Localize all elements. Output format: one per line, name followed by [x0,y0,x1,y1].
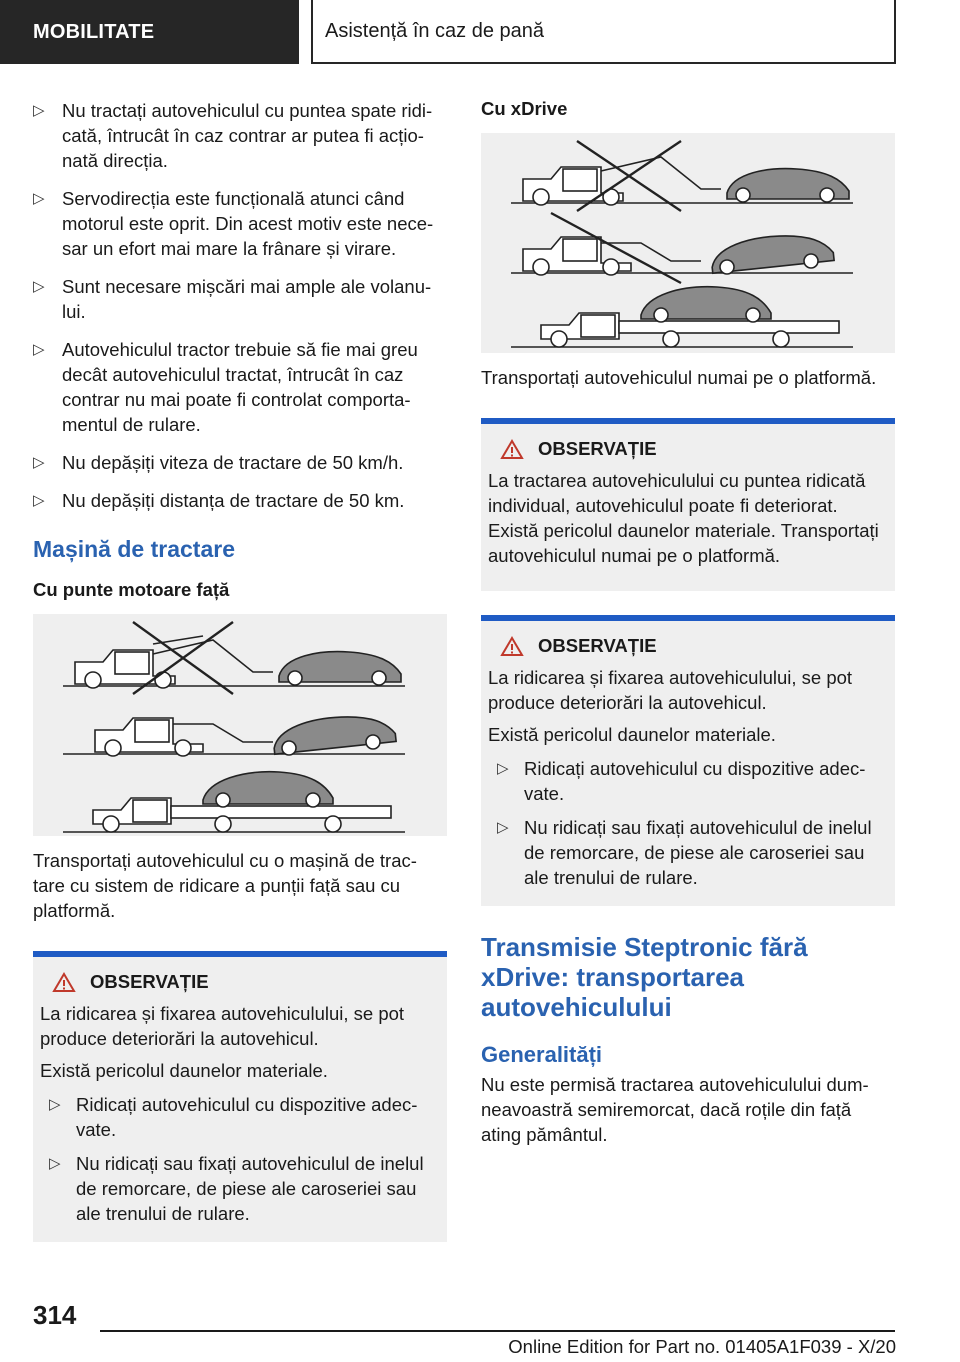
body-text: Nu este permisă tractarea autovehiculului dum‐ neavoastră semiremorcat, dacă roțile din față ating pământul. [481,1074,869,1145]
list-item: ▷ Ridicați autovehiculul cu dispozitive adec‐ vate. [49,1094,418,1140]
page-number: 314 [33,1300,77,1330]
page-title: Asistență în caz de pană [311,0,896,64]
section-heading: Transmisie Steptronic fără xDrive: transportarea autovehiculului [481,932,808,1022]
tow-truck-illustration [481,133,895,353]
footer-divider [100,1330,895,1332]
list-item: ▷ Ridicați autovehiculul cu dispozitive adec‐ vate. [497,758,866,804]
tow-truck-illustration [33,614,447,836]
list-item: ▷ Nu depășiți distanța de tractare de 50 km. [33,490,405,511]
warning-box [481,615,895,906]
list-item: ▷ Nu tractați autovehiculul cu puntea spate ridi‐ cată, întrucât în caz contrar ar putea fi acțio‐ nată direcția. [33,100,433,171]
list-item: ▷ Autovehiculul tractor trebuie să fie mai greu decât autovehiculul tractat, întrucât în caz contrar nu mai poate fi controlat comporta‐ mentul de rulare. [33,339,418,435]
list-item: ▷ Sunt necesare mișcări mai ample ale volanu‐ lui. [33,276,432,322]
sub-heading: Generalități [481,1042,603,1067]
warning-text: La tractarea autovehiculului cu puntea ridicată individual, autovehiculul poate fi deteriorat. Există pericolul daunelor materiale. Transportați autovehiculul numai pe o platformă. [488,470,879,566]
warning-box [481,418,895,591]
warning-text: Există pericolul daunelor materiale. [40,1060,328,1081]
warning-title: OBSERVAȚIE [40,971,440,993]
figure-caption: Transportați autovehiculul numai pe o platformă. [481,367,877,388]
bullet-triangle-icon: ▷ [497,819,509,836]
sub-heading: Cu xDrive [481,98,568,119]
list-item: ▷ Servodirecția este funcțională atunci când motorul este oprit. Din acest motiv este nece‐ sar un efort mai mare la frânare și virare. [33,188,434,259]
list-item: ▷ Nu depășiți viteza de tractare de 50 km/h. [33,452,404,473]
list-item: ▷ Nu ridicați sau fixați autovehiculul de inelul de remorcare, de piese ale caroseriei sau ale trenului de rulare. [497,817,872,888]
bullet-triangle-icon: ▷ [33,341,45,358]
bullet-triangle-icon: ▷ [33,190,45,207]
warning-triangle-icon [500,636,524,657]
bullet-triangle-icon: ▷ [33,492,45,509]
warning-text: La ridicarea și fixarea autovehiculului, se pot produce deteriorări la autovehicul. [488,667,853,713]
footer-edition: Online Edition for Part no. 01405A1F039 - X/20 [508,1336,896,1357]
list-item: ▷ Nu ridicați sau fixați autovehiculul de inelul de remorcare, de piese ale caroseriei sau ale trenului de rulare. [49,1153,424,1224]
section-heading: Mașină de tractare [33,536,235,562]
section-tab: MOBILITATE [0,0,299,64]
left-column [33,98,447,1242]
warning-title: OBSERVAȚIE [488,635,888,657]
warning-title: OBSERVAȚIE [488,438,888,460]
bullet-triangle-icon: ▷ [33,278,45,295]
warning-triangle-icon [500,439,524,460]
bullet-triangle-icon: ▷ [497,760,509,777]
figure-caption: Transportați autovehiculul cu o mașină de trac‐ tare cu sistem de ridicare a punții față sau cu platformă. [33,850,417,921]
bullet-triangle-icon: ▷ [33,454,45,471]
sub-heading: Cu punte motoare față [33,579,230,600]
bullet-triangle-icon: ▷ [33,102,45,119]
warning-text: Există pericolul daunelor materiale. [488,724,776,745]
warning-triangle-icon [52,972,76,993]
warning-box [33,951,447,1242]
bullet-triangle-icon: ▷ [49,1096,61,1113]
bullet-triangle-icon: ▷ [49,1155,61,1172]
right-column [481,98,895,1147]
warning-text: La ridicarea și fixarea autovehiculului, se pot produce deteriorări la autovehicul. [40,1003,405,1049]
